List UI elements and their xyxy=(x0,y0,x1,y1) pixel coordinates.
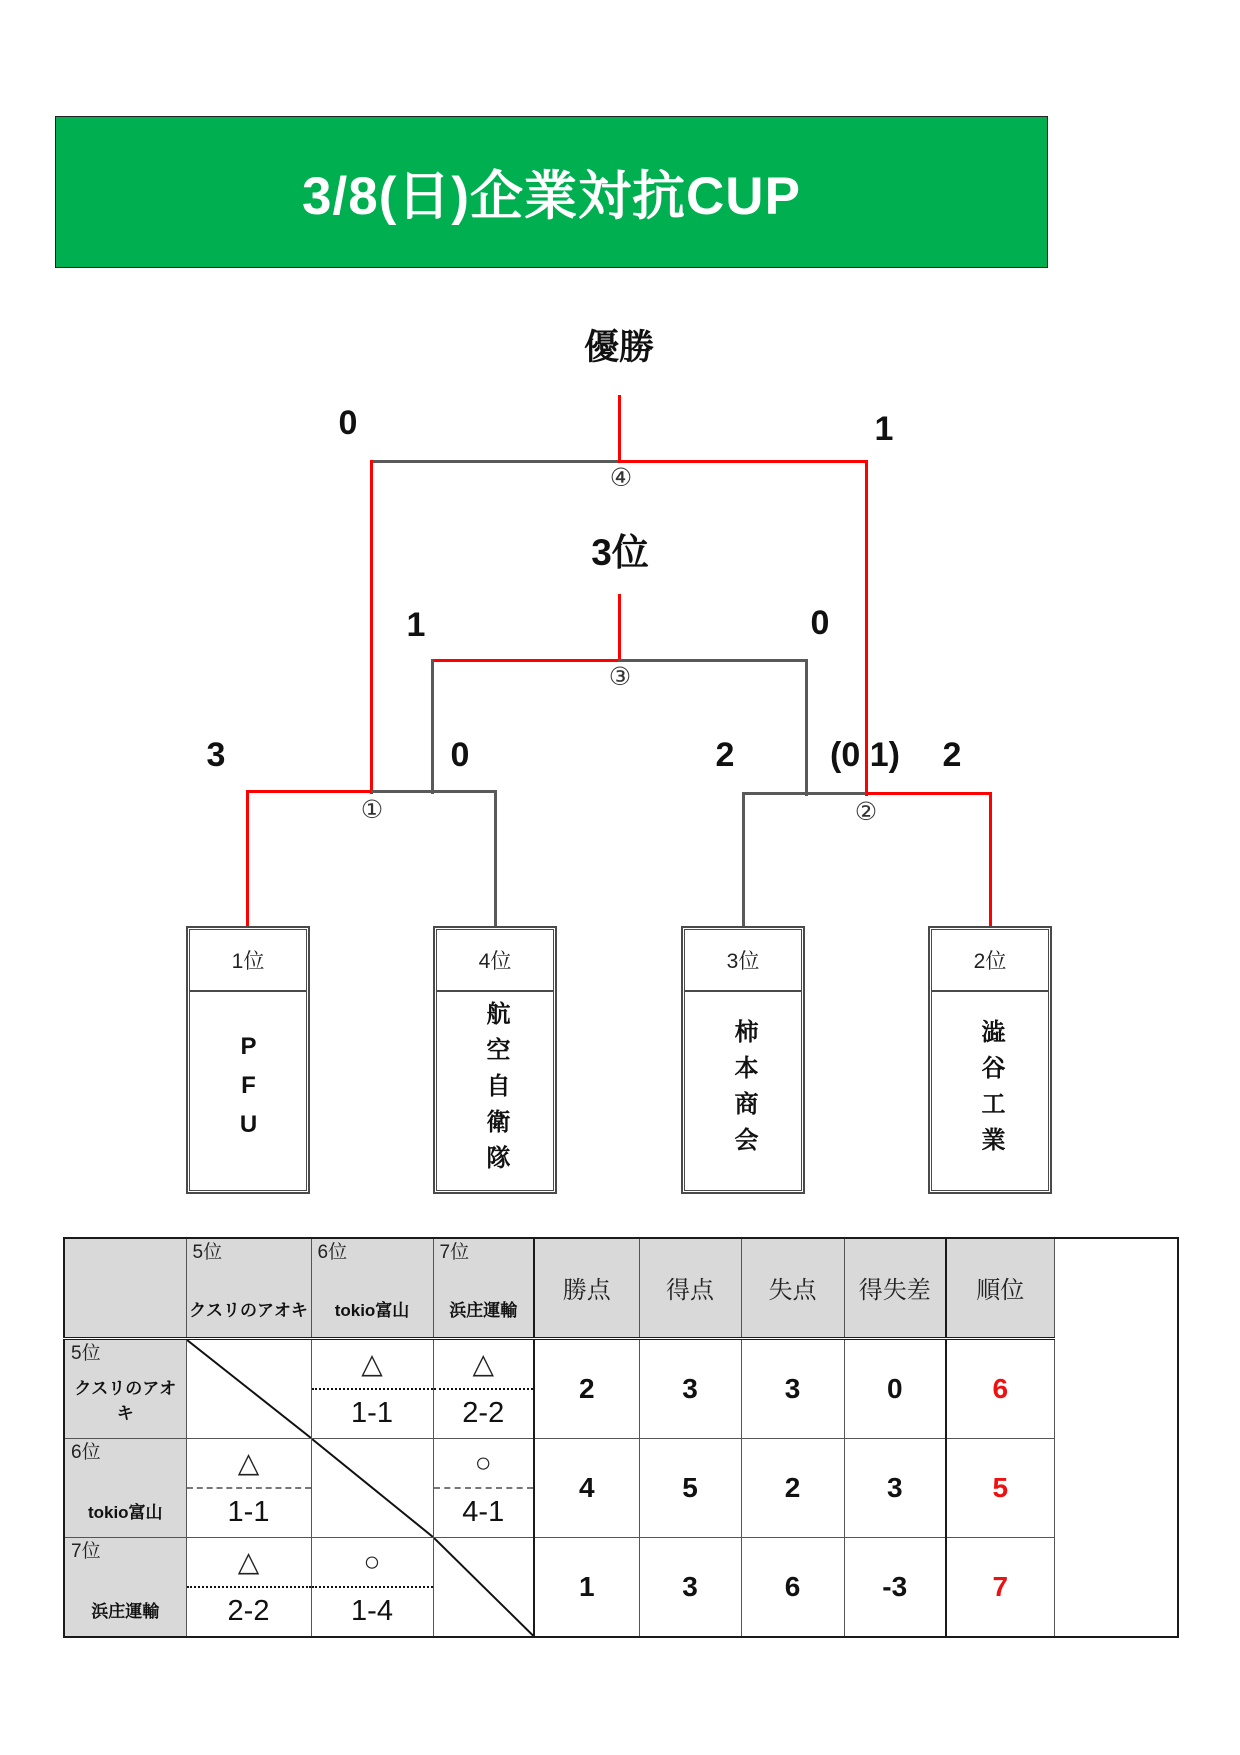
semi1-right-team-line xyxy=(494,790,497,928)
column-header-points: 勝点 xyxy=(534,1238,639,1338)
result-cell xyxy=(311,1537,433,1637)
diagonal-line xyxy=(187,1340,311,1438)
third-match-number: ③ xyxy=(608,663,632,691)
third-connector-left xyxy=(431,659,620,662)
team-name: PFU xyxy=(235,1032,262,1150)
champion-label: 優勝 xyxy=(583,328,654,367)
team-name: 澁谷工業 xyxy=(977,1019,1004,1163)
league-row-tokio-toyama xyxy=(64,1438,1178,1537)
goals-against-value: 3 xyxy=(741,1338,844,1438)
team-box-inner xyxy=(684,929,802,1191)
goal-diff-value: 0 xyxy=(844,1338,946,1438)
league-corner-cell xyxy=(64,1238,186,1338)
final-champion-stub-line xyxy=(618,395,621,463)
semi1-connector-right xyxy=(371,790,497,793)
row-header xyxy=(64,1338,186,1438)
result-symbol: △ xyxy=(187,1538,311,1588)
result-cell xyxy=(311,1338,433,1438)
semi2-connector-right xyxy=(866,792,992,795)
points-value: 1 xyxy=(534,1537,639,1637)
opponent-header-tokio-toyama xyxy=(311,1238,433,1338)
result-score: 1-4 xyxy=(351,1595,393,1627)
semi2-connector-left xyxy=(742,792,868,795)
goals-for-value: 3 xyxy=(639,1537,741,1637)
opponent-header-hamasho-unyu xyxy=(433,1238,534,1338)
column-header-position: 順位 xyxy=(946,1238,1054,1338)
position-value: 5 xyxy=(946,1438,1054,1537)
opponent-name: 浜庄運輸 xyxy=(449,1300,518,1320)
result-score: 2-2 xyxy=(227,1595,270,1627)
column-header-goals-for: 得点 xyxy=(639,1238,741,1338)
opponent-name: クスリのアオキ xyxy=(189,1300,308,1320)
result-score: 4-1 xyxy=(462,1496,505,1528)
page-title: 3/8(日)企業対抗CUP xyxy=(302,167,801,226)
column-header-goal-diff: 得失差 xyxy=(844,1238,946,1338)
final-match-number: ④ xyxy=(609,464,633,492)
result-cell xyxy=(433,1438,534,1537)
third-left-score: 1 xyxy=(406,606,426,644)
team-box-inner xyxy=(436,929,554,1191)
team-seed: 3位 xyxy=(685,930,801,992)
result-score: 1-1 xyxy=(351,1397,393,1429)
position-value: 7 xyxy=(946,1537,1054,1637)
semi1-match-number: ① xyxy=(360,796,384,824)
semi1-left-team-line xyxy=(246,790,249,928)
goals-for-value: 3 xyxy=(639,1338,741,1438)
diagonal-line xyxy=(434,1538,534,1636)
semi1-right-score: 0 xyxy=(450,736,470,774)
self-cell-diagonal xyxy=(433,1537,534,1637)
team-body xyxy=(685,992,801,1190)
third-connector-right xyxy=(618,659,808,662)
opponent-name: tokio富山 xyxy=(334,1300,410,1320)
third-left-branch-line xyxy=(431,659,434,794)
goals-against-value: 2 xyxy=(741,1438,844,1537)
result-symbol: △ xyxy=(434,1340,534,1390)
third-winner-stub-line xyxy=(618,594,621,662)
semi1-connector-left xyxy=(246,790,373,793)
position-value: 6 xyxy=(946,1338,1054,1438)
semi1-left-score: 3 xyxy=(206,736,226,774)
team-seed: 1位 xyxy=(190,930,306,992)
team-box-kakimoto-shokai xyxy=(681,926,805,1194)
third-place-label: 3位 xyxy=(591,532,649,573)
final-right-score: 1 xyxy=(874,410,894,448)
result-symbol: △ xyxy=(187,1439,311,1489)
opponent-rank: 7位 xyxy=(439,1242,470,1263)
result-symbol: ○ xyxy=(312,1538,433,1588)
result-cell xyxy=(186,1438,311,1537)
result-cell xyxy=(433,1338,534,1438)
result-symbol: △ xyxy=(312,1340,433,1390)
row-rank: 5位 xyxy=(71,1342,101,1364)
team-box-inner xyxy=(931,929,1049,1191)
row-header xyxy=(64,1537,186,1637)
opponent-header-kusuri-no-aoki xyxy=(186,1238,311,1338)
team-name: 柿本商会 xyxy=(730,1019,757,1163)
final-connector-left xyxy=(370,460,620,463)
team-box-inner xyxy=(189,929,307,1191)
row-team-name: クスリのアオキ xyxy=(74,1378,177,1423)
self-cell-diagonal xyxy=(311,1438,433,1537)
league-row-kusuri-no-aoki xyxy=(64,1338,1178,1438)
third-right-score: 0 xyxy=(810,604,830,642)
team-body xyxy=(190,992,306,1190)
semi2-right-score: 2 xyxy=(942,736,962,774)
team-box-pfu xyxy=(186,926,310,1194)
row-rank: 7位 xyxy=(71,1540,101,1562)
row-team-name: tokio富山 xyxy=(87,1502,163,1522)
team-seed: 4位 xyxy=(437,930,553,992)
semi2-match-number: ② xyxy=(854,798,878,826)
team-seed: 2位 xyxy=(932,930,1048,992)
league-row-hamasho-unyu xyxy=(64,1537,1178,1637)
column-header-goals-against: 失点 xyxy=(741,1238,844,1338)
row-rank: 6位 xyxy=(71,1441,101,1463)
opponent-rank: 5位 xyxy=(192,1242,223,1263)
final-left-score: 0 xyxy=(338,404,358,442)
result-score: 2-2 xyxy=(462,1397,505,1429)
result-score: 1-1 xyxy=(227,1496,270,1528)
semi2-left-score: 2 xyxy=(715,736,735,774)
diagonal-line xyxy=(312,1439,433,1537)
row-team-name: 浜庄運輸 xyxy=(91,1601,160,1621)
result-symbol: ○ xyxy=(434,1439,534,1489)
team-box-koku-jieitai xyxy=(433,926,557,1194)
points-value: 2 xyxy=(534,1338,639,1438)
team-body xyxy=(437,992,553,1190)
row-header xyxy=(64,1438,186,1537)
team-body xyxy=(932,992,1048,1190)
final-left-branch-line xyxy=(370,460,373,794)
final-connector-right xyxy=(618,460,868,463)
semi2-left-team-line xyxy=(742,792,745,928)
points-value: 4 xyxy=(534,1438,639,1537)
self-cell-diagonal xyxy=(186,1338,311,1438)
title-banner xyxy=(55,116,1048,268)
semi2-pk-score: (0 1) xyxy=(830,736,900,774)
team-box-shibuya-kogyo xyxy=(928,926,1052,1194)
league-header-row xyxy=(64,1238,1178,1338)
third-right-branch-line xyxy=(805,659,808,796)
goal-diff-value: -3 xyxy=(844,1537,946,1637)
opponent-rank: 6位 xyxy=(317,1242,348,1263)
semi2-right-team-line xyxy=(989,792,992,928)
result-cell xyxy=(186,1537,311,1637)
goal-diff-value: 3 xyxy=(844,1438,946,1537)
goals-for-value: 5 xyxy=(639,1438,741,1537)
league-table xyxy=(63,1237,1179,1638)
goals-against-value: 6 xyxy=(741,1537,844,1637)
team-name: 航空自衛隊 xyxy=(482,1001,509,1181)
